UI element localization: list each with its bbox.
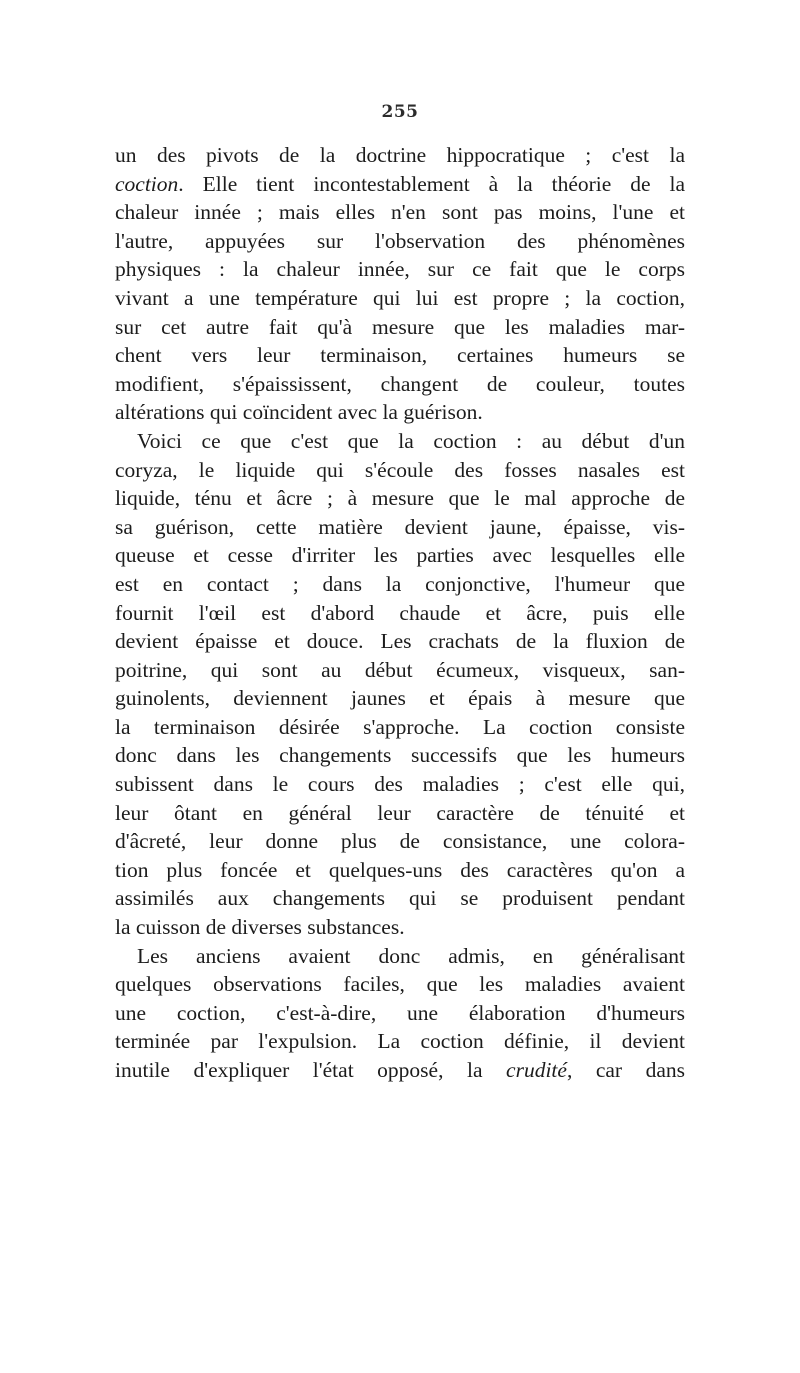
text-line <box>115 713 685 742</box>
text-line <box>115 427 685 456</box>
text-segment: la cuisson de diverses substances. <box>115 915 405 940</box>
text-line <box>115 484 685 513</box>
text-segment: liquide, ténu et âcre ; à mesure que le mal approche de <box>115 486 685 511</box>
text-line <box>115 227 685 256</box>
text-line <box>115 741 685 770</box>
text-segment: tion plus foncée et quelques-uns des caractères qu'on a <box>115 857 685 882</box>
body-text <box>115 141 685 1085</box>
text-line <box>115 999 685 1028</box>
text-line <box>115 599 685 628</box>
paragraph <box>115 427 685 942</box>
text-segment: subissent dans le cours des maladies ; c'est elle qui, <box>115 772 685 797</box>
text-line <box>115 170 685 199</box>
text-segment: inutile d'expliquer l'état opposé, la <box>115 1058 507 1082</box>
text-segment: vivant a une température qui lui est propre ; la coction, <box>115 285 685 310</box>
text-segment: un des pivots de la doctrine hippocratique ; c'est la <box>115 143 685 167</box>
text-line <box>115 1056 685 1085</box>
paragraph <box>115 942 685 1085</box>
text-line <box>115 198 685 227</box>
text-segment: d'âcreté, leur donne plus de consistance, une colora- <box>115 829 685 854</box>
text-segment: sur cet autre fait qu'à mesure que les maladies mar- <box>115 314 685 339</box>
text-segment: Voici ce que c'est que la coction : au début d'un <box>137 428 685 453</box>
text-segment: une coction, c'est-à-dire, une élaboration d'humeurs <box>115 1000 685 1025</box>
text-line <box>115 856 685 885</box>
text-line <box>115 313 685 342</box>
text-segment: Les anciens avaient donc admis, en généralisant <box>137 943 685 968</box>
italic-term: coction <box>115 171 179 196</box>
text-segment: l'autre, appuyées sur l'observation des phénomènes <box>115 228 685 253</box>
italic-term: crudité <box>506 1058 567 1082</box>
text-segment: fournit l'œil est d'abord chaude et âcre, puis elle <box>115 600 685 625</box>
text-segment: sa guérison, cette matière devient jaune, épaisse, vis- <box>115 514 685 539</box>
text-segment: donc dans les changements successifs que les humeurs <box>115 743 685 768</box>
text-segment: chaleur innée ; mais elles n'en sont pas moins, l'une et <box>115 200 685 225</box>
text-line <box>115 284 685 313</box>
text-line <box>115 570 685 599</box>
text-line <box>115 684 685 713</box>
text-segment: est en contact ; dans la conjonctive, l'humeur que <box>115 571 685 596</box>
text-line <box>115 942 685 971</box>
text-line <box>115 627 685 656</box>
text-segment: la terminaison désirée s'approche. La coction consiste <box>115 714 685 739</box>
text-line <box>115 827 685 856</box>
text-segment: . Elle tient incontestablement à la théorie de la <box>178 171 685 196</box>
page-number: 255 <box>381 102 419 122</box>
text-segment: leur ôtant en général leur caractère de ténuité et <box>115 800 685 825</box>
text-line <box>115 456 685 485</box>
text-line <box>115 341 685 370</box>
text-line <box>115 799 685 828</box>
text-line <box>115 513 685 542</box>
text-segment: devient épaisse et douce. Les crachats de la fluxion de <box>115 629 685 654</box>
text-segment: physiques : la chaleur innée, sur ce fait que le corps <box>115 257 685 282</box>
text-segment: altérations qui coïncident avec la guérison. <box>115 400 483 425</box>
text-line <box>115 1027 685 1056</box>
text-line <box>115 541 685 570</box>
text-line <box>115 770 685 799</box>
text-line <box>115 970 685 999</box>
text-line <box>115 656 685 685</box>
text-line <box>115 370 685 399</box>
text-segment: , car dans <box>566 1058 686 1082</box>
text-line <box>115 255 685 284</box>
text-segment: queuse et cesse d'irriter les parties avec lesquelles elle <box>115 543 685 568</box>
text-segment: poitrine, qui sont au début écumeux, visqueux, san- <box>115 657 685 682</box>
paragraph <box>115 141 685 427</box>
text-segment: chent vers leur terminaison, certaines humeurs se <box>115 343 685 368</box>
text-segment: quelques observations faciles, que les maladies avaient <box>115 972 685 997</box>
text-segment: modifient, s'épaississent, changent de couleur, toutes <box>115 371 685 396</box>
text-line <box>115 141 685 170</box>
text-line <box>115 884 685 913</box>
text-segment: assimilés aux changements qui se produisent pendant <box>115 886 685 911</box>
text-segment: terminée par l'expulsion. La coction définie, il devient <box>115 1029 685 1054</box>
text-line <box>115 398 685 427</box>
text-segment: guinolents, deviennent jaunes et épais à mesure que <box>115 686 685 711</box>
text-line <box>115 913 685 942</box>
text-segment: coryza, le liquide qui s'écoule des fosses nasales est <box>115 457 685 482</box>
